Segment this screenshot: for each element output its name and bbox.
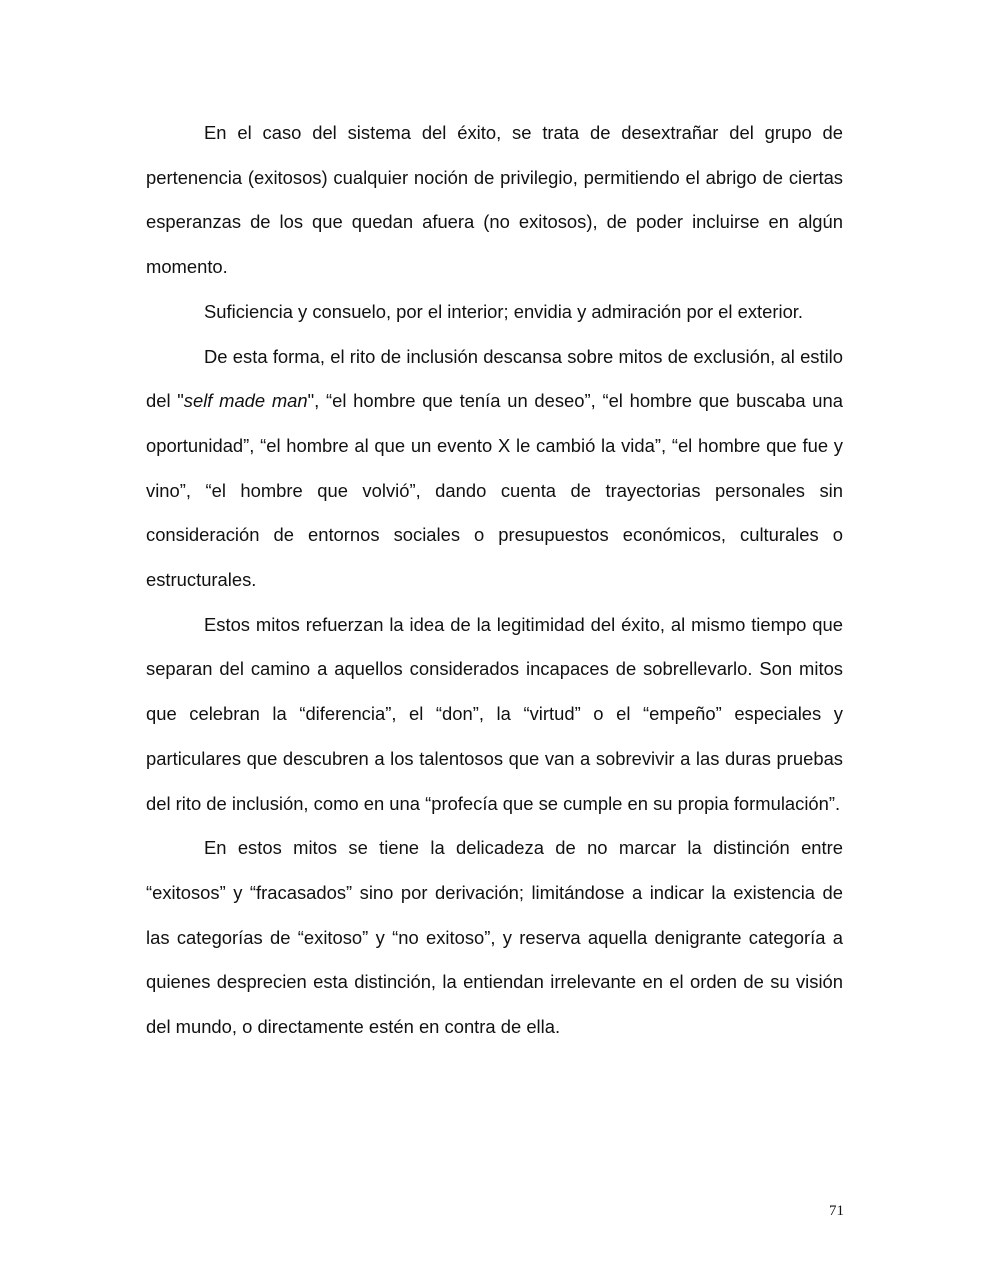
paragraph xyxy=(146,290,843,335)
text-run: Estos mitos refuerzan la idea de la legitimidad del éxito, al mismo tiempo que separan del camino a aquellos considerados incapaces de sobrellevarlo. Son mitos que celebran la “diferencia”, el “don”, la “virtud” o el “empeño” especiales y particulares que descubren a los talentosos que van a sobrevivir a las duras pruebas del rito de inclusión, como en una “profecía que se cumple en su propia formulación”. xyxy=(146,613,843,814)
paragraph xyxy=(146,111,843,290)
paragraph xyxy=(146,603,843,827)
paragraph xyxy=(146,335,843,603)
text-run: ", “el hombre que tenía un deseo”, “el hombre que buscaba una oportunidad”, “el hombre al que un evento X le cambió la vida”, “el hombre que fue y vino”, “el hombre que volvió”, dando cuenta de trayectorias personales sin consideración de entornos sociales o presupuestos económicos, culturales o estructurales. xyxy=(146,390,843,591)
text-run: De esta forma, el rito de inclusión descansa sobre mitos de exclusión, al estilo del " xyxy=(146,345,843,412)
body-text xyxy=(146,111,843,1050)
page-number: 71 xyxy=(829,1203,844,1219)
text-run: En el caso del sistema del éxito, se trata de desextrañar del grupo de pertenencia (exitosos) cualquier noción de privilegio, permitiendo el abrigo de ciertas esperanzas de los que quedan afuera (no exitosos), de poder incluirse en algún momento. xyxy=(146,122,843,278)
text-run: En estos mitos se tiene la delicadeza de no marcar la distinción entre “exitosos” y “fracasados” sino por derivación; limitándose a indicar la existencia de las categorías de “exitoso” y “no exitoso”, y reserva aquella denigrante categoría a quienes desprecien esta distinción, la entiendan irrelevante en el orden de su visión del mundo, o directamente estén en contra de ella. xyxy=(146,837,843,1038)
paragraph xyxy=(146,826,843,1050)
italic-text: self made man xyxy=(183,390,308,412)
text-run: Suficiencia y consuelo, por el interior; envidia y admiración por el exterior. xyxy=(204,300,804,322)
